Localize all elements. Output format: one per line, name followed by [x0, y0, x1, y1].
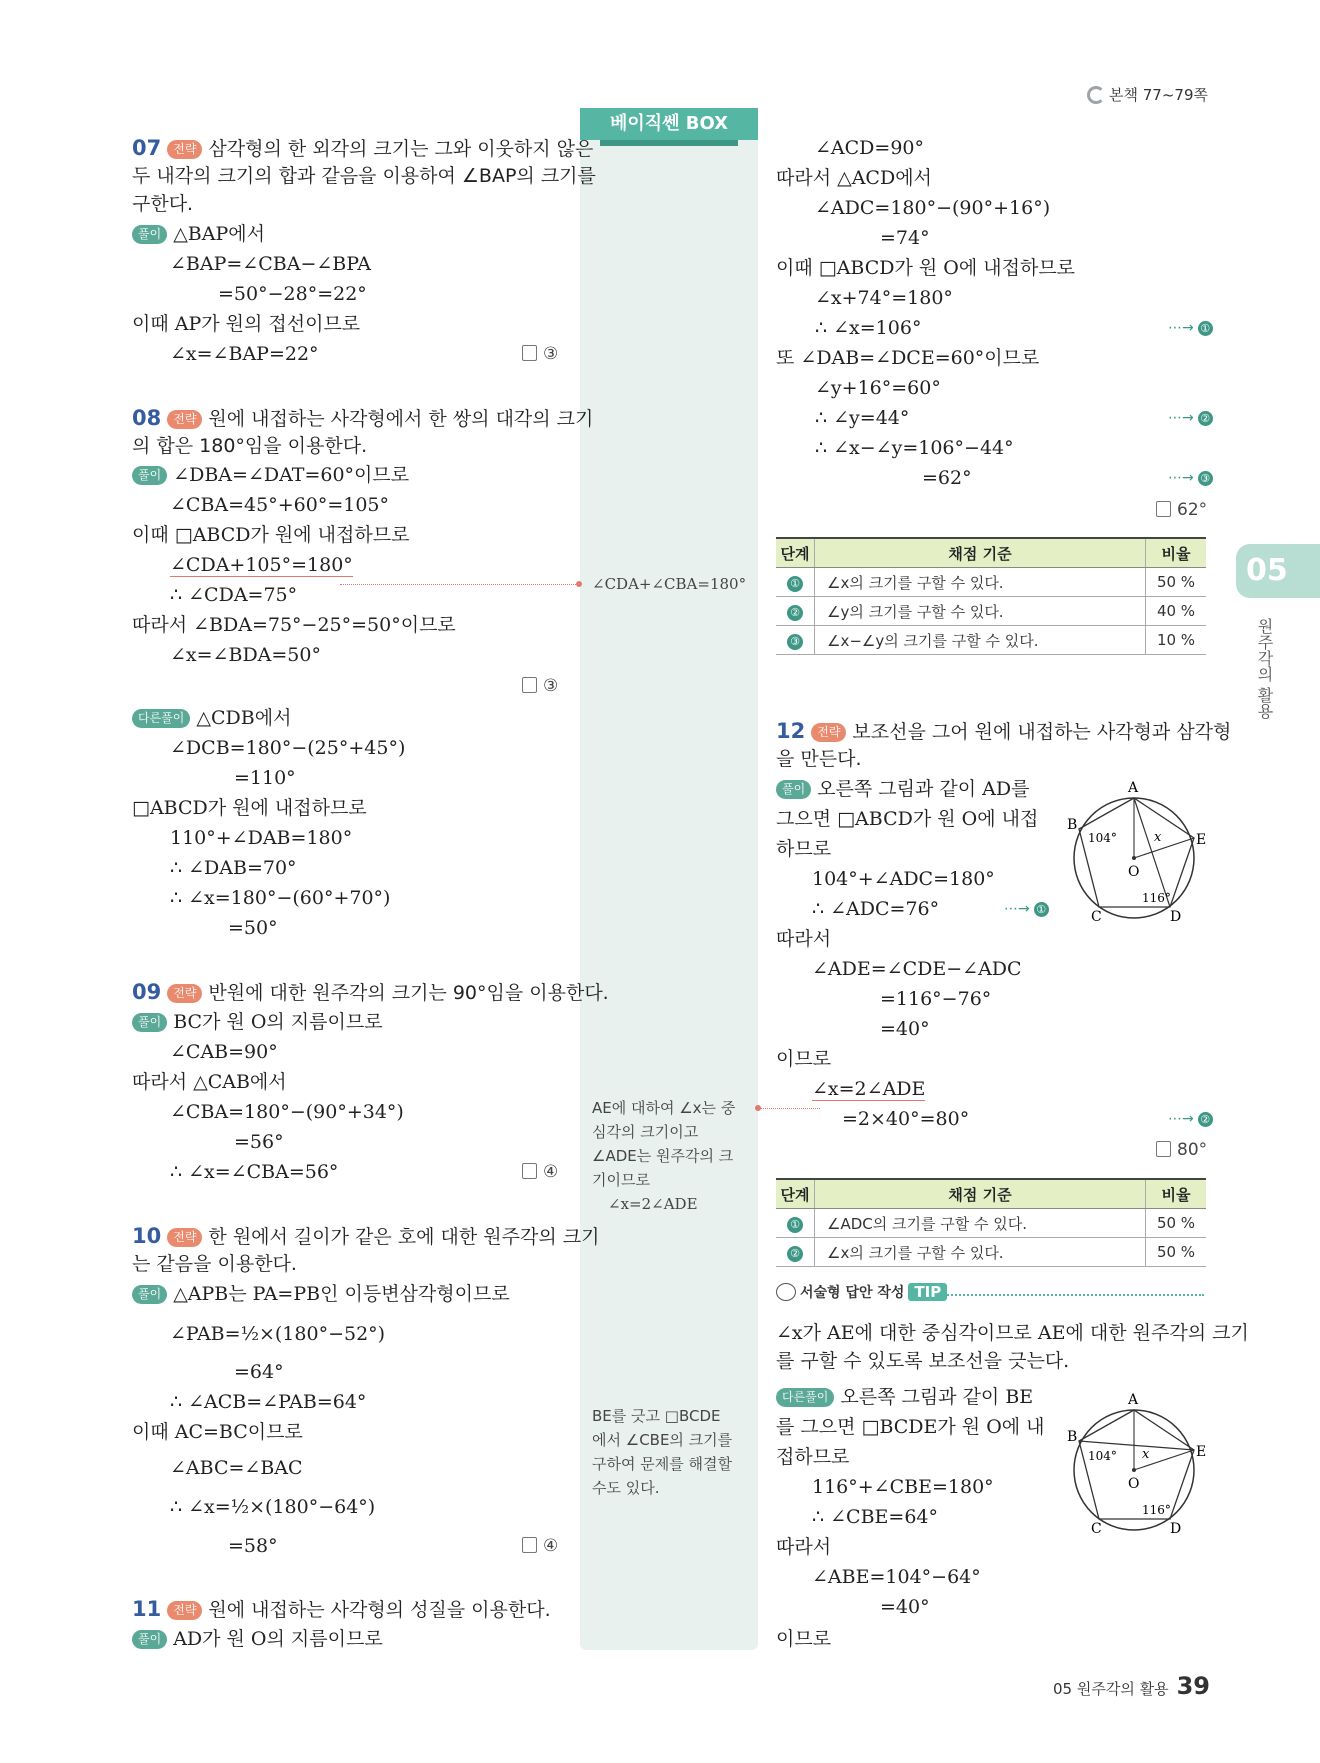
answer-value: ③ [543, 344, 559, 364]
angle-116-label: 116° [1142, 891, 1171, 905]
math-line: =64° [234, 1361, 284, 1383]
answer-icon [522, 677, 537, 693]
math-line: ∠ABE=104°−64° [812, 1566, 981, 1588]
table-row [776, 1238, 1206, 1267]
label-a: A [1128, 780, 1139, 796]
solution-tag: 풀이 [132, 225, 167, 244]
box-note-line: 기이므로 [592, 1171, 650, 1189]
math-line: ∠ABC=∠BAC [170, 1457, 303, 1479]
problem-07-heading [132, 135, 593, 162]
solution-line [132, 221, 265, 247]
center-point [1132, 856, 1136, 860]
radius-oe [1134, 838, 1194, 858]
label-c: C [1091, 909, 1102, 922]
cat-icon [776, 1283, 796, 1301]
math-line: ∴ ∠x=½×(180°−64°) [170, 1496, 376, 1518]
leader-dot [755, 1105, 761, 1111]
angle-116-label: 116° [1142, 1503, 1171, 1517]
text-line: ∠DBA=∠DAT=60°이므로 [173, 464, 410, 486]
box-note-line: 구하여 문제를 해결할 [592, 1455, 732, 1473]
math-line: 110°+∠DAB=180° [170, 827, 353, 849]
answer-value: ④ [543, 1162, 559, 1182]
label-e: E [1196, 832, 1207, 848]
answer-mark [1156, 500, 1207, 520]
table-cell: 10 % [1146, 626, 1207, 655]
table-cell: ∠x의 크기를 구할 수 있다. [815, 1238, 1146, 1267]
table-row [776, 626, 1206, 655]
solution-tag: 풀이 [776, 780, 811, 799]
text-line: 그으면 □ABCD가 원 O에 내접 [776, 808, 1039, 830]
text-line: 하므로 [776, 838, 832, 860]
math-line: ∴ ∠x=∠CBA=56° [170, 1161, 339, 1183]
math-line: ∴ ∠DAB=70° [170, 857, 297, 879]
step-marker: ⋯→ ③ [1168, 470, 1213, 486]
math-line: =110° [234, 767, 296, 789]
alt-solution-tag: 다른풀이 [132, 709, 190, 728]
box-note-3 [592, 1404, 752, 1500]
alt-solution-line [132, 705, 291, 731]
box-note-line: ∠ADE는 원주각의 크 [592, 1147, 734, 1165]
math-line: ∠x=∠BAP=22° [170, 343, 319, 365]
text-line: 접하므로 [776, 1446, 850, 1468]
angle-104-label: 104° [1088, 1449, 1117, 1463]
text-line: AD가 원 O의 지름이므로 [173, 1628, 383, 1650]
problem-number: 07 [132, 136, 162, 160]
answer-mark [522, 1536, 558, 1556]
solution-tag: 풀이 [132, 1013, 167, 1032]
table-header: 단계 [776, 538, 815, 568]
answer-mark [522, 676, 558, 696]
alt-solution-tag: 다른풀이 [776, 1388, 834, 1407]
problem-number: 12 [776, 719, 806, 743]
strategy-tag: 전략 [167, 1228, 202, 1247]
answer-mark [522, 344, 558, 364]
solution-line [132, 462, 409, 488]
text-line: 따라서 [776, 1536, 832, 1558]
math-line: =50°−28°=22° [218, 283, 367, 305]
strategy-tag: 전략 [167, 410, 202, 429]
math-line: ∴ ∠ADC=76° [812, 898, 940, 920]
table-cell: ∠y의 크기를 구할 수 있다. [815, 597, 1146, 626]
problem-09-heading [132, 979, 609, 1006]
text-line: 구한다. [132, 193, 194, 215]
box-note-line: 수도 있다. [592, 1479, 660, 1497]
scoring-table-12 [776, 1178, 1206, 1267]
math-line: 이때 AP가 원의 접선이므로 [132, 313, 361, 335]
answer-icon [1156, 1141, 1171, 1157]
math-line: 116°+∠CBE=180° [812, 1476, 994, 1498]
box-note-1: ∠CDA+∠CBA=180° [592, 575, 747, 593]
table-header: 단계 [776, 1179, 815, 1209]
step-number: ① [1198, 321, 1213, 336]
answer-value: ③ [543, 676, 559, 696]
circle-figure-2 [1058, 1388, 1216, 1534]
problem-number: 09 [132, 980, 162, 1004]
math-line: ∴ ∠CBE=64° [812, 1506, 939, 1528]
solution-line [132, 1009, 383, 1035]
label-c: C [1091, 1521, 1102, 1534]
leader-dot [576, 581, 582, 587]
table-cell: ∠x−∠y의 크기를 구할 수 있다. [815, 626, 1146, 655]
math-line: =40° [880, 1018, 930, 1040]
math-line: ∴ ∠x=106° [815, 317, 922, 339]
underlined-math: ∠CDA+105°=180° [170, 554, 353, 576]
step-number: ① [1034, 902, 1049, 917]
tip-text-line: 를 구할 수 있도록 보조선을 긋는다. [776, 1350, 1070, 1372]
text-line: 오른쪽 그림과 같이 BE [840, 1386, 1034, 1408]
tip-badge: TIP [908, 1283, 947, 1301]
math-line: ∴ ∠x−∠y=106°−44° [815, 437, 1014, 459]
tip-label: 서술형 답안 작성 [800, 1285, 905, 1301]
page-ref-text: 본책 77~79쪽 [1109, 86, 1208, 104]
answer-mark [1156, 1140, 1207, 1160]
answer-icon [522, 345, 537, 361]
table-cell: ∠x의 크기를 구할 수 있다. [815, 568, 1146, 597]
table-header: 비율 [1146, 1179, 1207, 1209]
strategy-tag: 전략 [167, 984, 202, 1003]
answer-value: ④ [543, 1536, 559, 1556]
table-header: 채점 기준 [815, 538, 1146, 568]
math-line: ∠y+16°=60° [815, 377, 941, 399]
problem-number: 08 [132, 406, 162, 430]
math-line: ∠ADC=180°−(90°+16°) [815, 197, 1051, 219]
table-row [776, 568, 1206, 597]
math-line: =58° [228, 1535, 278, 1557]
label-d: D [1170, 909, 1182, 922]
step-number: ① [787, 1217, 803, 1233]
box-title: 베이직쎈 BOX [580, 108, 758, 140]
tip-divider [944, 1294, 1204, 1296]
text-line: 이므로 [776, 1048, 832, 1070]
center-point [1132, 1468, 1136, 1472]
table-row [776, 1209, 1206, 1238]
text-line: 두 내각의 크기의 합과 같음을 이용하여 ∠BAP의 크기를 [132, 165, 596, 187]
tip-text-line: ∠x가 AE에 대한 중심각이므로 AE에 대한 원주각의 크기 [776, 1322, 1249, 1344]
math-line: ∠CBA=180°−(90°+34°) [170, 1101, 404, 1123]
step-number: ① [787, 576, 803, 592]
box-note-line: AE에 대하여 ∠x는 중 [592, 1099, 736, 1117]
math-line: ∠x+74°=180° [815, 287, 953, 309]
math-line: ∴ ∠ACB=∠PAB=64° [170, 1391, 367, 1413]
text-line: △BAP에서 [173, 223, 265, 245]
math-line: ∠BAP=∠CBA−∠BPA [170, 253, 372, 275]
leader-line [760, 1108, 820, 1109]
label-e: E [1196, 1444, 1207, 1460]
solution-line [132, 1281, 510, 1307]
math-line: 따라서 △ACD에서 [776, 167, 932, 189]
pentagon [1079, 1410, 1194, 1519]
math-line: =2×40°=80° [842, 1108, 970, 1130]
text-line: 보조선을 그어 원에 내접하는 사각형과 삼각형 [852, 721, 1232, 743]
problem-12-heading [776, 718, 1231, 745]
label-b: B [1067, 1429, 1078, 1445]
table-header: 비율 [1146, 538, 1207, 568]
label-x: x [1154, 830, 1162, 845]
text-line: 원에 내접하는 사각형의 성질을 이용한다. [208, 1599, 551, 1621]
answer-icon [522, 1537, 537, 1553]
problem-number: 10 [132, 1224, 162, 1248]
step-number: ② [787, 1246, 803, 1262]
answer-mark [522, 1162, 558, 1182]
step-number: ③ [787, 634, 803, 650]
math-line [812, 1076, 925, 1102]
strategy-tag: 전략 [167, 1601, 202, 1620]
math-line: =116°−76° [880, 988, 992, 1010]
step-number: ② [787, 605, 803, 621]
problem-08-heading [132, 405, 593, 432]
underlined-math: ∠x=2∠ADE [812, 1078, 926, 1100]
label-d: D [1170, 1521, 1182, 1534]
step-marker: ⋯→ ① [1168, 320, 1213, 336]
box-note-line: ∠x=2∠ADE [608, 1195, 698, 1213]
label-b: B [1067, 817, 1078, 833]
text-line: 오른쪽 그림과 같이 AD를 [817, 778, 1030, 800]
table-cell: 50 % [1146, 1209, 1207, 1238]
solution-line [776, 776, 1029, 802]
math-line: 또 ∠DAB=∠DCE=60°이므로 [776, 347, 1040, 369]
step-marker: ⋯→ ② [1168, 1111, 1213, 1127]
strategy-tag: 전략 [811, 723, 846, 742]
label-o: O [1128, 864, 1140, 880]
text-line: BC가 원 O의 지름이므로 [173, 1011, 383, 1033]
math-line: =74° [880, 227, 930, 249]
math-line: ∴ ∠x=180°−(60°+70°) [170, 887, 391, 909]
math-line: =56° [234, 1131, 284, 1153]
problem-number: 11 [132, 1597, 162, 1621]
answer-icon [1156, 501, 1171, 517]
box-note-line: 심각의 크기이고 [592, 1123, 699, 1141]
math-line: 이때 □ABCD가 원 O에 내접하므로 [776, 257, 1076, 279]
table-row [776, 597, 1206, 626]
answer-tip-header [776, 1282, 947, 1302]
table-cell: 50 % [1146, 568, 1207, 597]
text-line: 의 합은 180°임을 이용한다. [132, 435, 368, 457]
solution-tag: 풀이 [132, 1630, 167, 1649]
step-marker: ⋯→ ① [1004, 901, 1049, 917]
math-line [170, 552, 353, 578]
problem-11-heading [132, 1596, 551, 1623]
math-line: 따라서 ∠BDA=75°−25°=50°이므로 [132, 614, 456, 636]
page-footer [1053, 1672, 1210, 1700]
math-line: 이때 AC=BC이므로 [132, 1421, 303, 1443]
table-cell: 50 % [1146, 1238, 1207, 1267]
angle-104-label: 104° [1088, 831, 1117, 845]
math-line: 따라서 △CAB에서 [132, 1071, 287, 1093]
solution-tag: 풀이 [132, 466, 167, 485]
table-cell: 40 % [1146, 597, 1207, 626]
pentagon [1079, 798, 1194, 907]
math-line: ∴ ∠CDA=75° [170, 584, 298, 606]
page-reference [1087, 84, 1208, 105]
math-line: □ABCD가 원에 내접하므로 [132, 797, 367, 819]
page-number: 39 [1176, 1672, 1210, 1700]
math-line: ∠x=∠BDA=50° [170, 644, 321, 666]
text-line: 한 원에서 길이가 같은 호에 대한 원주각의 크기 [208, 1226, 600, 1248]
text-line: △CDB에서 [196, 707, 292, 729]
text-line: 는 같음을 이용한다. [132, 1253, 297, 1275]
box-note-line: 에서 ∠CBE의 크기를 [592, 1431, 733, 1449]
math-line: ∠ADE=∠CDE−∠ADC [812, 958, 1022, 980]
math-line: ∠DCB=180°−(25°+45°) [170, 737, 406, 759]
strategy-tag: 전략 [167, 140, 202, 159]
step-number: ② [1198, 411, 1213, 426]
footer-title: 05 원주각의 활용 [1053, 1680, 1169, 1698]
alt-solution-line [776, 1384, 1033, 1410]
solution-line [132, 1626, 383, 1652]
solution-tag: 풀이 [132, 1285, 167, 1304]
text-line: 을 만든다. [776, 748, 862, 770]
text-line: △APB는 PA=PB인 이등변삼각형이므로 [173, 1283, 510, 1305]
leader-line [340, 584, 576, 585]
text-line: 따라서 [776, 928, 832, 950]
step-number: ② [1198, 1112, 1213, 1127]
text-line: 반원에 대한 원주각의 크기는 90°임을 이용한다. [208, 982, 609, 1004]
math-line: 104°+∠ADC=180° [812, 868, 995, 890]
scoring-table-11 [776, 537, 1206, 655]
math-line: ∠ACD=90° [815, 137, 925, 159]
answer-value: 62° [1177, 500, 1208, 520]
box-note-line: BE를 긋고 □BCDE [592, 1407, 721, 1425]
step-number: ③ [1198, 471, 1213, 486]
step-marker: ⋯→ ② [1168, 410, 1213, 426]
problem-10-heading [132, 1223, 599, 1250]
label-o: O [1128, 1476, 1140, 1492]
chapter-tab: 05 [1236, 544, 1320, 598]
label-x: x [1142, 1447, 1150, 1462]
chapter-side-title: 원주각의 활용 [1255, 618, 1274, 720]
label-a: A [1128, 1392, 1139, 1408]
text-line: 원에 내접하는 사각형에서 한 쌍의 대각의 크기 [208, 408, 594, 430]
table-header: 채점 기준 [815, 1179, 1146, 1209]
circle-figure-1 [1058, 776, 1216, 922]
math-line: ∠CBA=45°+60°=105° [170, 494, 390, 516]
math-line: 이때 □ABCD가 원에 내접하므로 [132, 524, 410, 546]
text-line: 를 그으면 □BCDE가 원 O에 내 [776, 1416, 1045, 1438]
text-line: 삼각형의 한 외각의 크기는 그와 이웃하지 않은 [208, 138, 594, 160]
math-line: ∠CAB=90° [170, 1041, 278, 1063]
math-line: =50° [228, 917, 278, 939]
math-line: ∴ ∠y=44° [815, 407, 910, 429]
math-line: =40° [880, 1596, 930, 1618]
text-line: 이므로 [776, 1628, 832, 1650]
math-line: ∠PAB=½×(180°−52°) [170, 1323, 386, 1345]
table-cell: ∠ADC의 크기를 구할 수 있다. [815, 1209, 1146, 1238]
answer-icon [522, 1163, 537, 1179]
refresh-icon [1087, 86, 1105, 104]
math-line: =62° [922, 467, 972, 489]
answer-value: 80° [1177, 1140, 1208, 1160]
box-note-2 [592, 1096, 752, 1216]
